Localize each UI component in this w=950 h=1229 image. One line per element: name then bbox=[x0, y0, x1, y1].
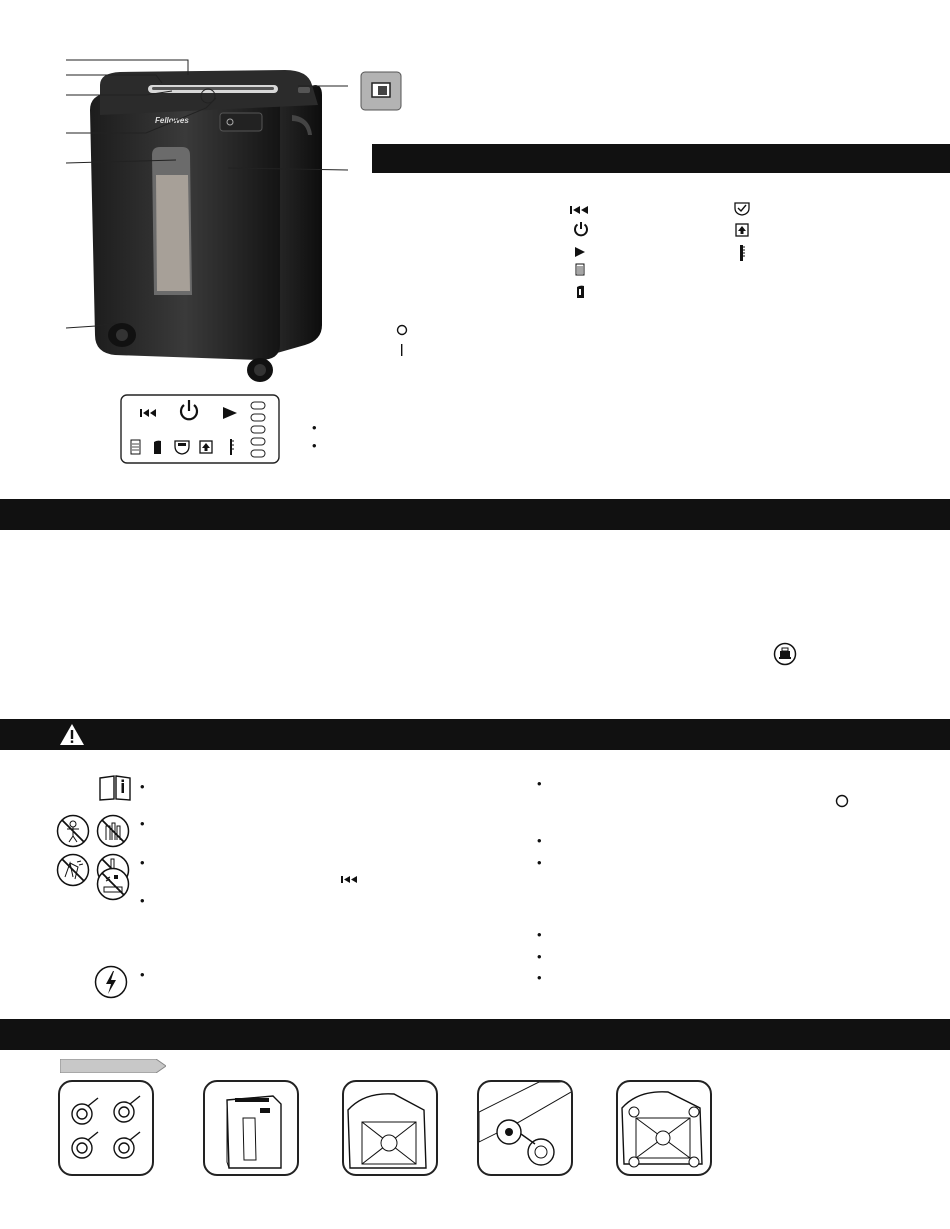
warning-bullet-right-1: • bbox=[537, 776, 542, 791]
shredder-upright-thumbnail bbox=[203, 1080, 299, 1176]
warning-header-bar bbox=[0, 719, 950, 750]
electric-shock-icon bbox=[94, 965, 128, 999]
no-pets-icon bbox=[96, 814, 130, 848]
no-flammables-icon bbox=[96, 867, 130, 901]
warning-bullet-right-6: • bbox=[537, 970, 542, 985]
read-manual-icon bbox=[98, 775, 132, 801]
shredder-base-thumbnail bbox=[342, 1080, 438, 1176]
oil-lubricate-icon bbox=[773, 642, 797, 666]
warning-bullet-left-3: • bbox=[140, 855, 145, 870]
setup-header-title bbox=[0, 506, 10, 522]
controls-header-title bbox=[372, 150, 380, 166]
overload-icon bbox=[735, 223, 749, 237]
warning-bullet-left-5: • bbox=[140, 967, 145, 982]
warning-bullet-right-3: • bbox=[537, 855, 542, 870]
bin-full-icon bbox=[575, 263, 585, 276]
warning-triangle-icon bbox=[59, 723, 85, 746]
casters-parts-thumbnail bbox=[58, 1080, 154, 1176]
panel-bullet-1: • bbox=[312, 420, 317, 435]
warning-bullet-left-2: • bbox=[140, 816, 145, 831]
inline-reverse-icon bbox=[341, 875, 361, 884]
warning-bullet-left-1: • bbox=[140, 779, 145, 794]
switch-icon bbox=[360, 71, 402, 111]
step-indicator-pill bbox=[60, 1059, 166, 1073]
svg-text:Fellowes: Fellowes bbox=[155, 116, 189, 125]
warning-bullet-left-4: • bbox=[140, 893, 145, 908]
warning-bullet-right-2: • bbox=[537, 833, 542, 848]
safesense-icon bbox=[734, 202, 750, 216]
warning-bullet-right-4: • bbox=[537, 927, 542, 942]
power-icon bbox=[573, 221, 589, 237]
reverse-icon bbox=[570, 205, 592, 215]
assembly-header-title bbox=[0, 1026, 10, 1042]
inline-off-symbol bbox=[835, 794, 849, 808]
switch-on-symbol bbox=[400, 344, 404, 356]
switch-off-symbol bbox=[396, 324, 408, 336]
callout-lines bbox=[66, 58, 366, 338]
door-open-icon bbox=[576, 285, 585, 299]
caster-insert-thumbnail bbox=[477, 1080, 573, 1176]
casters-attached-thumbnail bbox=[616, 1080, 712, 1176]
controls-header-bar bbox=[372, 144, 950, 173]
setup-header-bar bbox=[0, 499, 950, 530]
forward-icon bbox=[574, 246, 586, 258]
warning-bullet-right-5: • bbox=[537, 949, 542, 964]
panel-bullet-2: • bbox=[312, 438, 317, 453]
overheat-icon bbox=[738, 244, 746, 262]
control-panel-diagram bbox=[120, 394, 280, 464]
no-loose-clothing-icon bbox=[56, 853, 90, 887]
assembly-header-bar bbox=[0, 1019, 950, 1050]
no-children-icon bbox=[56, 814, 90, 848]
